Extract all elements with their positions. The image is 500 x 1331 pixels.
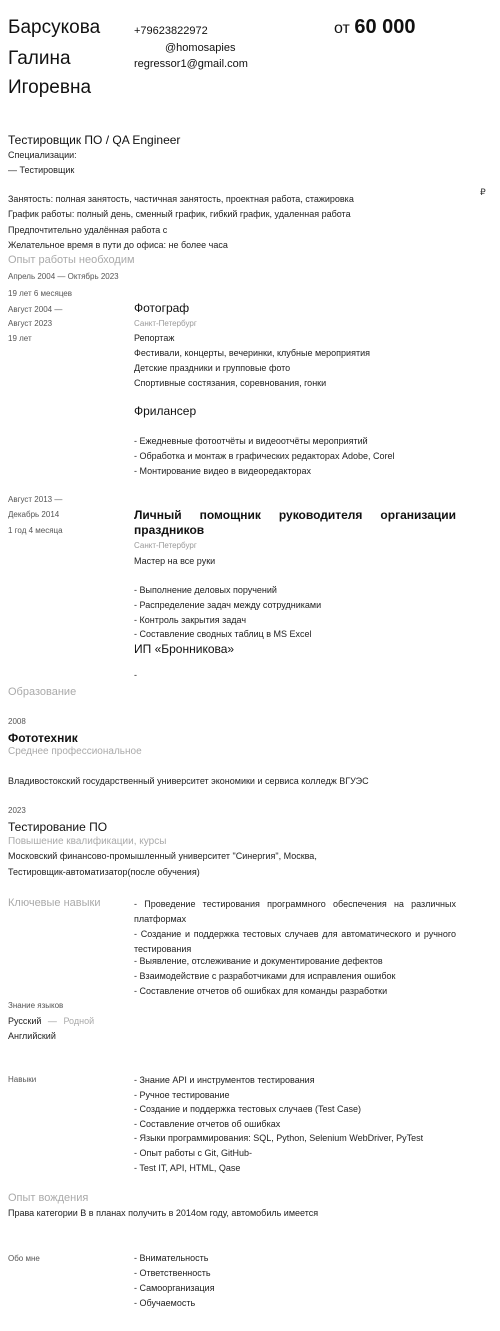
job2-duration: 1 год 4 месяца [8,526,63,535]
edu2-level: Повышение квалификации, курсы [8,836,167,847]
key-skill-item: - Взаимодействие с разработчиками для исправления ошибок [134,971,396,981]
job1-subtitle: Фрилансер [134,404,197,418]
name-last: Барсукова [8,17,101,38]
skill-item: - Опыт работы с Git, GitHub- [134,1148,253,1158]
job1-line: Фестивали, концерты, вечеринки, клубные мероприятия [134,348,370,358]
edu1-year: 2008 [8,717,26,726]
languages-title: Знание языков [8,1001,64,1010]
job2-bullet: - Составление сводных таблиц в MS Excel [134,629,312,639]
key-skill-item: - Проведение тестирования программного обеспечения на различных платформах [134,899,456,924]
job1-city: Санкт-Петербург [134,319,197,328]
job2-city: Санкт-Петербург [134,541,197,550]
job1-line: Детские праздники и групповые фото [134,363,291,373]
about-item: - Ответственность [134,1268,211,1278]
job2-bullet: - Выполнение деловых поручений [134,585,277,595]
skill-item: - Создание и поддержка тестовых случаев (Test Case) [134,1104,362,1114]
spec-item: — Тестировщик [8,165,75,175]
currency-symbol: ₽ [480,187,486,197]
experience-duration: 19 лет 6 месяцев [8,289,73,298]
salary-value: 60 000 [354,16,416,38]
salary-prefix: от [334,20,350,37]
key-skill-item: - Составление отчетов об ошибках для команды разработки [134,986,388,996]
driving-text: Права категории B в планах получить в 2014ом году, автомобиль имеется [8,1208,319,1218]
skill-item: - Составление отчетов об ошибках [134,1119,281,1129]
edu2-year: 2023 [8,806,26,815]
job2-line: Мастер на все руки [134,556,216,566]
job1-duration: 19 лет [8,334,32,343]
job1-date-start: Август 2004 — [8,305,63,314]
spec-label: Специализации: [8,150,77,160]
about-item: - Обучаемость [134,1298,196,1308]
language-other: Английский [8,1031,56,1041]
skill-item: - Test IT, API, HTML, Qase [134,1163,241,1173]
driving-title: Опыт вождения [8,1192,89,1204]
email[interactable]: regressor1@gmail.com [134,58,248,70]
skill-item: - Языки программирования: SQL, Python, Selenium WebDriver, PyTest [134,1133,424,1143]
position-title: Тестировщик ПО / QA Engineer [8,133,181,147]
job2-company: ИП «Бронникова» [134,642,235,656]
key-skills-title: Ключевые навыки [8,897,101,909]
education-title: Образование [8,686,77,698]
travel-time: Желательное время в пути до офиса: не более часа [8,240,228,250]
schedule: График работы: полный день, сменный график, гибкий график, удаленная работа [8,209,351,219]
language-native [8,1016,94,1026]
job2-bullet: - Распределение задач между сотрудниками [134,600,322,610]
language-native-name: Русский [8,1016,42,1026]
skill-item: - Ручное тестирование [134,1090,230,1100]
job2-date-end: Декабрь 2014 [8,510,60,519]
job1-bullet: - Ежедневные фотоотчёты и видеоотчёты мероприятий [134,436,368,446]
job1-title: Фотограф [134,301,190,315]
edu2-institution: Московский финансово-промышленный университет "Синергия", Москва, [8,851,317,861]
key-skill-item: - Выявление, отслеживание и документирование дефектов [134,956,383,966]
skill-item: - Знание API и инструментов тестирования [134,1075,315,1085]
job1-bullet: - Обработка и монтаж в графических редакторах Adobe, Corel [134,451,395,461]
experience-range: Апрель 2004 — Октябрь 2023 [8,272,119,281]
job1-line: Репортаж [134,333,175,343]
edu2-title: Тестирование ПО [8,820,108,834]
salary [334,16,416,39]
job1-bullet: - Монтирование видео в видеоредакторах [134,466,311,476]
edu2-program: Тестировщик-автоматизатор(после обучения) [8,867,200,877]
job2-title-line1: Личный помощник руководителя организации [134,508,456,522]
language-dash: — [47,1016,57,1026]
employment: Занятость: полная занятость, частичная занятость, проектная работа, стажировка [8,194,354,204]
about-item: - Внимательность [134,1253,209,1263]
edu1-level: Среднее профессиональное [8,746,142,757]
name-patronymic: Игоревна [8,77,92,98]
job2-dash: - [134,670,137,680]
job2-date-start: Август 2013 — [8,495,63,504]
job1-date-end: Август 2023 [8,319,53,328]
telegram[interactable]: @homosapies [165,42,236,54]
name-first: Галина [8,48,71,69]
about-item: - Самоорганизация [134,1283,215,1293]
job2-bullet: - Контроль закрытия задач [134,615,247,625]
remote-pref: Предпочтительно удалённая работа с [8,225,168,235]
skills-title: Навыки [8,1075,37,1084]
job1-line: Спортивные состязания, соревнования, гонки [134,378,327,388]
edu1-title: Фототехник [8,731,78,745]
experience-title: Опыт работы необходим [8,254,135,266]
key-skill-item: - Создание и поддержка тестовых случаев для автоматического и ручного тестирования [134,929,456,954]
about-title: Обо мне [8,1254,40,1263]
job2-title-line2: праздников [134,523,205,537]
phone[interactable]: +79623822972 [134,25,208,37]
language-native-level: Родной [63,1016,95,1026]
edu1-institution: Владивостокский государственный университет экономики и сервиса колледж ВГУЭС [8,776,369,786]
